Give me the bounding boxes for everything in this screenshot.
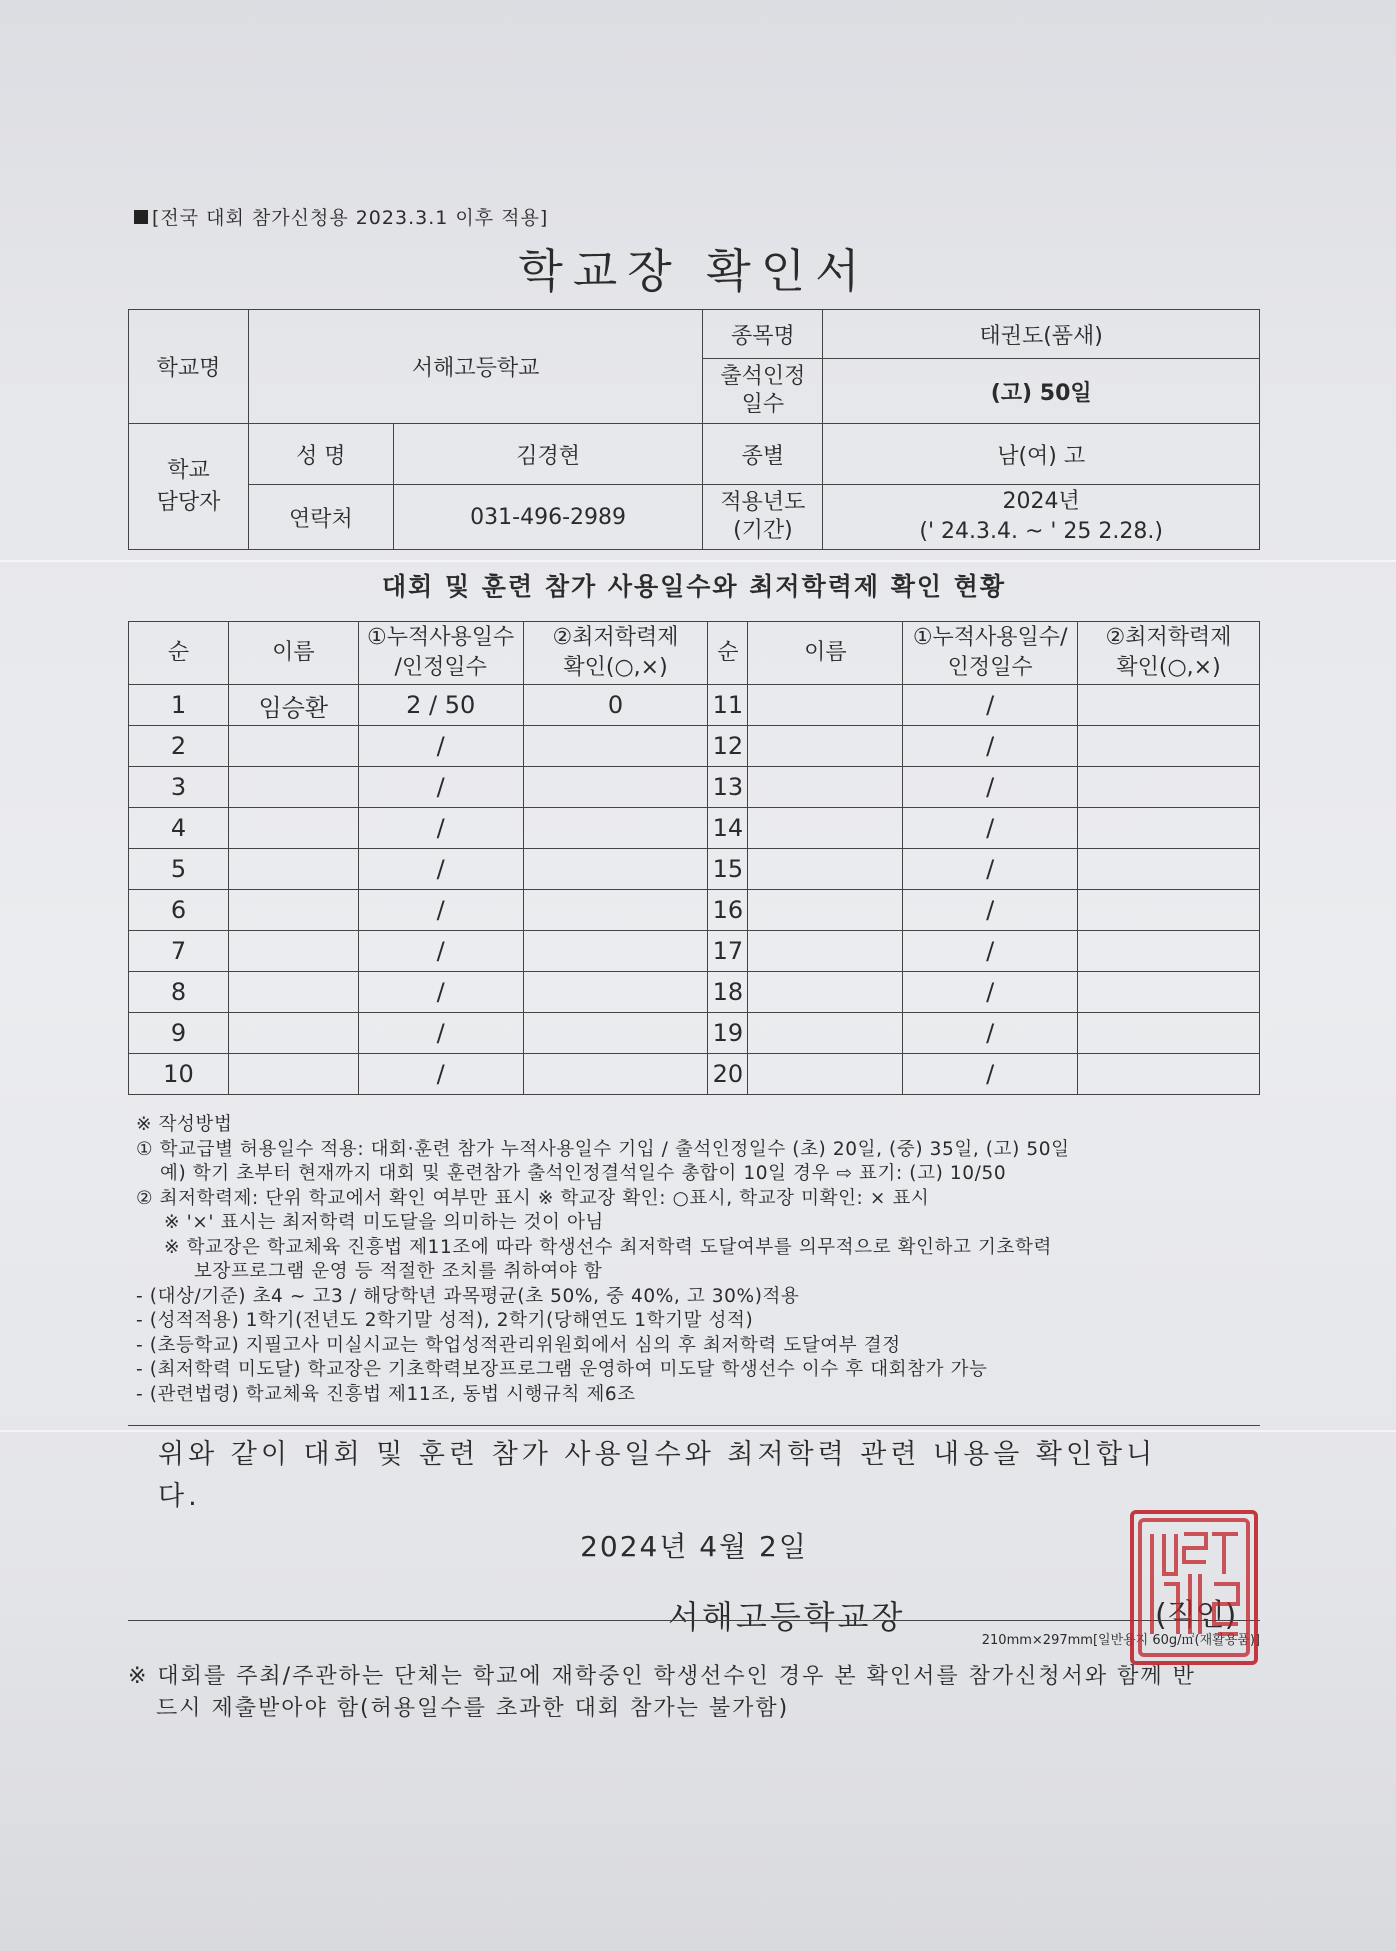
seal-label: (직인): [1155, 1598, 1237, 1633]
year-label-1: 적용년도: [720, 490, 806, 515]
row-days-right: /: [903, 1054, 1078, 1095]
school-name: 서해고등학교: [248, 310, 703, 424]
manager-label: [129, 424, 249, 550]
row-name-right: [748, 767, 903, 808]
col-days: [358, 622, 523, 685]
col-no: 순: [129, 622, 229, 685]
col-min-r1: ②최저학력제: [1105, 625, 1232, 650]
col-days-r1: ①누적사용일수/: [912, 625, 1068, 650]
period-value: (' 24.3.4. ~ ' 25 2.28.): [919, 519, 1163, 544]
table-row: [129, 808, 1260, 849]
name-label: 성 명: [248, 424, 393, 485]
contact-value: 031-496-2989: [393, 485, 703, 550]
attend-label-2: 일수: [741, 392, 785, 417]
row-days-right: /: [903, 767, 1078, 808]
row-min: [523, 1054, 708, 1095]
row-days-right: /: [903, 808, 1078, 849]
gender-value: 남(여) 고: [823, 424, 1260, 485]
row-min-right: [1078, 726, 1260, 767]
row-min-right: [1078, 808, 1260, 849]
col-days-r2: 인정일수: [947, 655, 1033, 680]
name-value: 김경현: [393, 424, 703, 485]
year-value-cell: [823, 485, 1260, 550]
row-min-right: [1078, 767, 1260, 808]
row-name: [228, 931, 358, 972]
table-row: [129, 1054, 1260, 1095]
row-min: [523, 972, 708, 1013]
col-days-right: [903, 622, 1078, 685]
table-row: [129, 890, 1260, 931]
row-days-right: /: [903, 890, 1078, 931]
usage-note-text: [전국 대회 참가신청용 2023.3.1 이후 적용]: [152, 207, 549, 229]
row-days-right: /: [903, 1013, 1078, 1054]
row-no-right: 20: [708, 1054, 748, 1095]
row-min: [523, 726, 708, 767]
row-no-right: 13: [708, 767, 748, 808]
row-no-right: 17: [708, 931, 748, 972]
square-bullet-icon: [134, 210, 148, 224]
row-min-right: [1078, 931, 1260, 972]
usage-note: [134, 203, 548, 230]
footer-line-2: 드시 제출받아야 함(허용일수를 초과한 대회 참가는 불가함): [156, 1696, 790, 1721]
confirm-line-2: 다.: [158, 1481, 201, 1512]
table-row: [129, 931, 1260, 972]
row-min-right: [1078, 1054, 1260, 1095]
table-row: [129, 1013, 1260, 1054]
note-2: ② 최저학력제: 단위 학교에서 확인 여부만 표시 ※ 학교장 확인: ○표시, 학교장 미확인: × 표시: [136, 1187, 930, 1209]
row-no: 8: [129, 972, 229, 1013]
row-name: [228, 890, 358, 931]
attend-label-1: 출석인정: [720, 364, 806, 389]
row-name: [228, 1013, 358, 1054]
row-min-right: [1078, 972, 1260, 1013]
attend-value: (고) 50일: [823, 359, 1260, 424]
issue-date: 2024년 4월 2일: [580, 1530, 808, 1563]
row-no: 6: [129, 890, 229, 931]
row-days-right: /: [903, 726, 1078, 767]
row-days: /: [358, 808, 523, 849]
row-min-right: [1078, 849, 1260, 890]
table-row: [129, 849, 1260, 890]
col-no-right: 순: [708, 622, 748, 685]
row-days: /: [358, 890, 523, 931]
section-title: 대회 및 훈련 참가 사용일수와 최저학력제 확인 현황: [381, 572, 1007, 601]
row-name-right: [748, 972, 903, 1013]
attend-label: [703, 359, 823, 424]
row-no: 3: [129, 767, 229, 808]
note-2-a: ※ '×' 표시는 최저학력 미도달을 의미하는 것이 아님: [164, 1212, 604, 1233]
row-no: 10: [129, 1054, 229, 1095]
row-days-right: /: [903, 931, 1078, 972]
year-label: [703, 485, 823, 550]
row-no: 1: [129, 685, 229, 726]
row-min-right: [1078, 890, 1260, 931]
notes-heading: ※ 작성방법: [136, 1114, 233, 1135]
row-name: [228, 808, 358, 849]
row-name: [228, 972, 358, 1013]
roster-header: [129, 622, 1260, 685]
row-no-right: 11: [708, 685, 748, 726]
year-value: 2024년: [1002, 489, 1080, 514]
row-name-right: [748, 890, 903, 931]
note-2-b-cont: 보장프로그램 운영 등 적절한 조치를 취하여야 함: [194, 1261, 603, 1282]
row-min: [523, 890, 708, 931]
row-no-right: 18: [708, 972, 748, 1013]
row-min-right: [1078, 685, 1260, 726]
official-seal: [1130, 1510, 1258, 1665]
sport-label: 종목명: [703, 310, 823, 359]
detail-4: - (최저학력 미도달) 학교장은 기초학력보장프로그램 운영하여 미도달 학생선수 이수 후 대회참가 가능: [136, 1359, 988, 1380]
row-min: [523, 1013, 708, 1054]
detail-5: - (관련법령) 학교체육 진흥법 제11조, 동법 시행규칙 제6조: [136, 1383, 636, 1405]
row-no-right: 19: [708, 1013, 748, 1054]
page-title: 학교장 확인서: [518, 244, 870, 298]
row-no-right: 14: [708, 808, 748, 849]
row-days: 2 / 50: [358, 685, 523, 726]
note-2-b: ※ 학교장은 학교체육 진흥법 제11조에 따라 학생선수 최저학력 도달여부를 의무적으로 확인하고 기초학력: [164, 1236, 1052, 1258]
row-no: 7: [129, 931, 229, 972]
paper-fold: [0, 560, 1396, 562]
row-days: /: [358, 972, 523, 1013]
row-name-right: [748, 1013, 903, 1054]
sport-value: 태권도(품새): [823, 310, 1260, 359]
row-days-right: /: [903, 685, 1078, 726]
row-days: /: [358, 767, 523, 808]
school-label: 학교명: [129, 310, 249, 424]
row-name: [228, 726, 358, 767]
detail-1: - (대상/기준) 초4 ~ 고3 / 해당학년 과목평균(초 50%, 중 40%, 고 30%)적용: [136, 1285, 800, 1307]
seal-stamp-icon: [1134, 1514, 1254, 1661]
manager-label-1: 학교: [167, 457, 210, 483]
col-name: 이름: [228, 622, 358, 685]
instructions: [136, 1113, 1256, 1407]
row-name: [228, 1054, 358, 1095]
contact-label: 연락처: [248, 485, 393, 550]
row-days-right: /: [903, 849, 1078, 890]
manager-label-2: 담당자: [156, 489, 221, 515]
row-no: 9: [129, 1013, 229, 1054]
roster-table: [128, 621, 1260, 1095]
gender-label: 종별: [703, 424, 823, 485]
col-days-2: /인정일수: [394, 655, 487, 680]
principal-signature: 서해고등학교장: [668, 1598, 906, 1636]
confirmation-statement: [128, 1425, 1260, 1518]
row-min: [523, 931, 708, 972]
row-min-right: [1078, 1013, 1260, 1054]
table-row: [129, 972, 1260, 1013]
col-days-1: ①누적사용일수: [367, 625, 515, 650]
row-days: /: [358, 726, 523, 767]
col-name-right: 이름: [748, 622, 903, 685]
table-row: [129, 685, 1260, 726]
row-days-right: /: [903, 972, 1078, 1013]
table-row: [129, 726, 1260, 767]
detail-2: - (성적적용) 1학기(전년도 2학기말 성적), 2학기(당해연도 1학기말 성적): [136, 1310, 754, 1331]
col-min-r2: 확인(○,×): [1116, 655, 1221, 680]
row-name-right: [748, 685, 903, 726]
row-no: 5: [129, 849, 229, 890]
col-min: [523, 622, 708, 685]
row-days: /: [358, 1054, 523, 1095]
paper-spec: 210mm×297mm[일반용지 60g/㎡(재활용품)]: [128, 1620, 1260, 1648]
footer-line-1: ※ 대회를 주최/주관하는 단체는 학교에 재학중인 학생선수인 경우 본 확인서를 참가신청서와 함께 반: [128, 1664, 1196, 1689]
note-1: ① 학교급별 허용일수 적용: 대회·훈련 참가 누적사용일수 기입 / 출석인정일수 (초) 20일, (중) 35일, (고) 50일: [136, 1138, 1070, 1160]
row-name: 임승환: [228, 685, 358, 726]
row-name-right: [748, 931, 903, 972]
row-days: /: [358, 1013, 523, 1054]
row-days: /: [358, 849, 523, 890]
col-min-2: 확인(○,×): [563, 655, 668, 680]
row-min: 0: [523, 685, 708, 726]
info-table: [128, 309, 1260, 550]
row-no: 2: [129, 726, 229, 767]
confirm-line-1: 위와 같이 대회 및 훈련 참가 사용일수와 최저학력 관련 내용을 확인합니: [158, 1439, 1157, 1470]
col-min-1: ②최저학력제: [552, 625, 679, 650]
row-min: [523, 849, 708, 890]
footer-note: [128, 1661, 1260, 1725]
row-name-right: [748, 1054, 903, 1095]
row-name: [228, 767, 358, 808]
detail-3: - (초등학교) 지필고사 미실시교는 학업성적관리위원회에서 심의 후 최저학력 도달여부 결정: [136, 1334, 901, 1356]
row-days: /: [358, 931, 523, 972]
year-label-2: (기간): [733, 518, 793, 543]
row-min: [523, 808, 708, 849]
row-min: [523, 767, 708, 808]
row-name-right: [748, 726, 903, 767]
row-no-right: 12: [708, 726, 748, 767]
note-1-example: 예) 학기 초부터 현재까지 대회 및 훈련참가 출석인정결석일수 총합이 10일 경우 ⇨ 표기: (고) 10/50: [160, 1163, 1007, 1184]
col-min-right: [1078, 622, 1260, 685]
row-no: 4: [129, 808, 229, 849]
row-name-right: [748, 849, 903, 890]
row-no-right: 16: [708, 890, 748, 931]
row-name: [228, 849, 358, 890]
table-row: [129, 767, 1260, 808]
row-no-right: 15: [708, 849, 748, 890]
row-name-right: [748, 808, 903, 849]
